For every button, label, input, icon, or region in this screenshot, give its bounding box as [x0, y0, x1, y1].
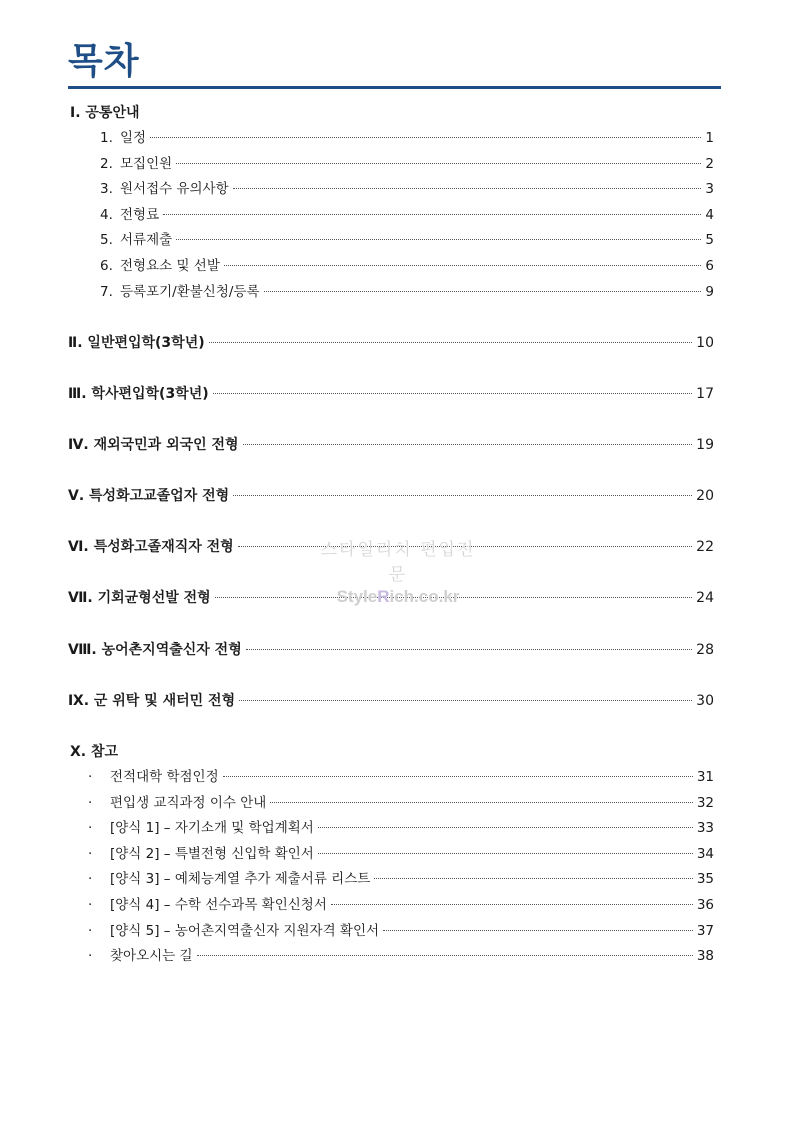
page-number: 33	[696, 820, 714, 836]
item-number: 4.	[100, 207, 113, 223]
dot-leader	[239, 700, 692, 701]
entry-label: [양식 2] – 특별전형 신입학 확인서	[110, 846, 314, 862]
page-number: 38	[696, 948, 714, 964]
entry-label: 일정	[120, 130, 147, 146]
dot-leader	[150, 137, 701, 138]
section-label: Ⅵ. 특성화고졸재직자 전형	[68, 539, 234, 555]
toc-section-entry[interactable]	[68, 641, 714, 659]
item-number: 7.	[100, 284, 113, 300]
bullet-icon: ·	[88, 795, 93, 811]
page-number: 31	[696, 769, 714, 785]
item-number: 6.	[100, 258, 113, 274]
page-number: 17	[696, 386, 714, 402]
dot-leader	[213, 393, 693, 394]
entry-label: 편입생 교직과정 이수 안내	[110, 795, 267, 811]
section-heading-1: Ⅰ. 공통안내	[70, 105, 140, 121]
title-underline	[68, 86, 721, 89]
page-number: 5	[705, 232, 714, 248]
bullet-icon: ·	[88, 923, 93, 939]
toc-entry[interactable]	[100, 231, 714, 249]
toc-section-entry[interactable]	[68, 538, 714, 556]
section-label: Ⅴ. 특성화고교졸업자 전형	[68, 488, 230, 504]
section-heading-10: Ⅹ. 참고	[70, 744, 119, 760]
entry-label: 원서접수 유의사항	[120, 181, 229, 197]
page-number: 28	[696, 642, 714, 658]
entry-label: 등록포기/환불신청/등록	[120, 284, 260, 300]
page-number: 32	[696, 795, 714, 811]
page-number: 10	[696, 335, 714, 351]
toc-section-entry[interactable]	[68, 436, 714, 454]
entry-label: 서류제출	[120, 232, 173, 248]
toc-entry[interactable]	[100, 129, 714, 147]
dot-leader	[331, 904, 693, 905]
item-number: 3.	[100, 181, 113, 197]
section-label: Ⅱ. 일반편입학(3학년)	[68, 335, 205, 351]
section-label: Ⅲ. 학사편입학(3학년)	[68, 386, 209, 402]
dot-leader	[318, 853, 693, 854]
dot-leader	[383, 930, 693, 931]
entry-label: 전형요소 및 선발	[120, 258, 220, 274]
page-number: 22	[696, 539, 714, 555]
dot-leader	[176, 163, 701, 164]
page-number: 6	[705, 258, 714, 274]
item-number: 5.	[100, 232, 113, 248]
toc-entry[interactable]	[100, 155, 714, 173]
watermark-brand-part: ich.co.kr	[389, 587, 460, 606]
dot-leader	[246, 649, 692, 650]
dot-leader	[238, 546, 692, 547]
section-label: Ⅶ. 기회균형선발 전형	[68, 590, 211, 606]
dot-leader	[224, 265, 702, 266]
page-title: 목차	[68, 41, 140, 82]
dot-leader	[215, 597, 693, 598]
bullet-icon: ·	[88, 820, 93, 836]
watermark-text: 스타일리치 편입전문	[320, 540, 476, 585]
toc-section-entry[interactable]	[68, 692, 714, 710]
entry-label: [양식 1] – 자기소개 및 학업계획서	[110, 820, 314, 836]
toc-entry[interactable]	[88, 819, 714, 837]
bullet-icon: ·	[88, 897, 93, 913]
page-number: 34	[696, 846, 714, 862]
toc-entry[interactable]	[88, 922, 714, 940]
page-number: 9	[705, 284, 714, 300]
page-number: 19	[696, 437, 714, 453]
dot-leader	[163, 214, 701, 215]
toc-entry[interactable]	[88, 794, 714, 812]
page-number: 1	[705, 130, 714, 146]
toc-section-entry[interactable]	[68, 589, 714, 607]
watermark-brand-part: R	[377, 587, 390, 606]
entry-label: [양식 5] – 농어촌지역출신자 지원자격 확인서	[110, 923, 380, 939]
bullet-icon: ·	[88, 871, 93, 887]
toc-section-entry[interactable]	[68, 487, 714, 505]
bullet-icon: ·	[88, 948, 93, 964]
toc-section-entry[interactable]	[68, 385, 714, 403]
entry-label: [양식 4] – 수학 선수과목 확인신청서	[110, 897, 327, 913]
page-number: 35	[696, 871, 714, 887]
entry-label: [양식 3] – 예체능계열 추가 제출서류 리스트	[110, 871, 371, 887]
toc-entry[interactable]	[100, 180, 714, 198]
item-number: 2.	[100, 156, 113, 172]
dot-leader	[264, 291, 702, 292]
page-number: 3	[705, 181, 714, 197]
toc-entry[interactable]	[88, 768, 714, 786]
toc-entry[interactable]	[88, 845, 714, 863]
toc-entry[interactable]	[100, 206, 714, 224]
page-number: 24	[696, 590, 714, 606]
item-number: 1.	[100, 130, 113, 146]
dot-leader	[233, 188, 702, 189]
toc-entry[interactable]	[88, 947, 714, 965]
page-number: 20	[696, 488, 714, 504]
bullet-icon: ·	[88, 846, 93, 862]
toc-entry[interactable]	[100, 257, 714, 275]
dot-leader	[270, 802, 692, 803]
page-number: 4	[705, 207, 714, 223]
dot-leader	[318, 827, 693, 828]
entry-label: 전적대학 학점인정	[110, 769, 219, 785]
toc-entry[interactable]	[88, 870, 714, 888]
toc-section-entry[interactable]	[68, 334, 714, 352]
entry-label: 모집인원	[120, 156, 173, 172]
page-number: 37	[696, 923, 714, 939]
section-label: Ⅸ. 군 위탁 및 새터민 전형	[68, 693, 236, 709]
dot-leader	[243, 444, 693, 445]
section-label: Ⅷ. 농어촌지역출신자 전형	[68, 642, 242, 658]
dot-leader	[197, 955, 693, 956]
page-number: 30	[696, 693, 714, 709]
entry-label: 찾아오시는 길	[110, 948, 193, 964]
dot-leader	[176, 239, 701, 240]
section-label: Ⅳ. 재외국민과 외국인 전형	[68, 437, 239, 453]
bullet-icon: ·	[88, 769, 93, 785]
dot-leader	[374, 878, 693, 879]
watermark-brand-part: Style	[336, 587, 378, 606]
dot-leader	[223, 776, 693, 777]
dot-leader	[209, 342, 693, 343]
entry-label: 전형료	[120, 207, 160, 223]
toc-entry[interactable]	[100, 283, 714, 301]
toc-entry[interactable]	[88, 896, 714, 914]
dot-leader	[233, 495, 692, 496]
page-number: 2	[705, 156, 714, 172]
page-number: 36	[696, 897, 714, 913]
